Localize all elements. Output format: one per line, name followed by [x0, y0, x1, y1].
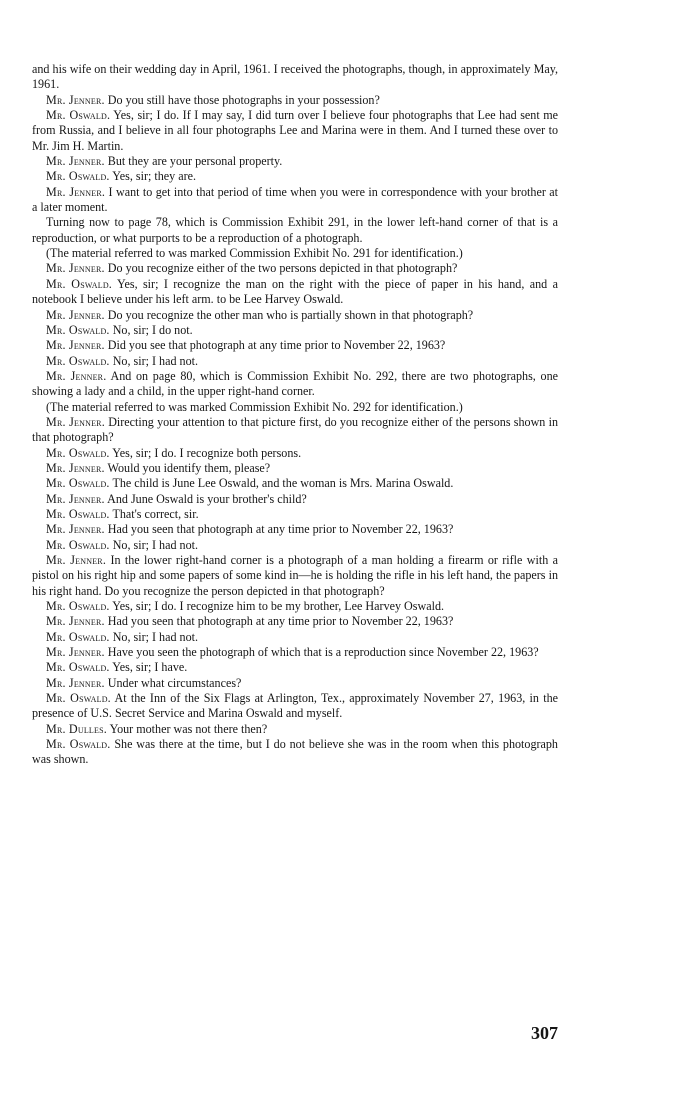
paragraph-text: Yes, sir; I do. I recognize both persons.	[112, 445, 302, 460]
speaker-label: Mr. Jenner.	[46, 338, 105, 353]
speaker-label: Mr. Jenner.	[46, 368, 107, 383]
paragraph-text: And on page 80, which is Commission Exhibit No. 292, there are two photographs, one showing a lady and a child, in the upper right-hand corner.	[32, 368, 558, 399]
paragraph	[32, 737, 558, 768]
speaker-label: Mr. Oswald.	[46, 322, 110, 337]
paragraph-text: No, sir; I had not.	[112, 629, 199, 644]
paragraph	[32, 722, 558, 737]
speaker-label: Mr. Jenner.	[46, 675, 105, 690]
speaker-label: Mr. Jenner.	[46, 614, 105, 629]
paragraph	[32, 400, 558, 415]
paragraph	[32, 446, 558, 461]
speaker-label: Mr. Jenner.	[46, 460, 105, 475]
paragraph-text: No, sir; I do not.	[112, 322, 193, 337]
speaker-label: Mr. Oswald.	[46, 737, 111, 752]
speaker-label: Mr. Jenner.	[46, 522, 105, 537]
paragraph-text: Had you seen that photograph at any time prior to November 22, 1963?	[107, 614, 454, 629]
paragraph	[32, 338, 558, 353]
speaker-label: Mr. Oswald.	[46, 108, 111, 123]
paragraph-text: (The material referred to was marked Commission Exhibit No. 291 for identification.)	[46, 246, 463, 261]
paragraph-text: Do you recognize the other man who is partially shown in that photograph?	[107, 307, 474, 322]
paragraph	[32, 492, 558, 507]
paragraph-text: Yes, sir; I recognize the man on the right with the piece of paper in his hand, and a notebook I believe under his left arm. to be Lee Harvey Oswald.	[32, 276, 558, 307]
paragraph-text: No, sir; I had not.	[112, 537, 199, 552]
paragraph-text: Yes, sir; they are.	[112, 169, 196, 184]
paragraph	[32, 261, 558, 276]
paragraph	[32, 323, 558, 338]
paragraph	[32, 108, 558, 154]
paragraph-text: Yes, sir; I do. If I may say, I did turn over I believe four photographs that Lee had sent me from Russia, and I believe in all four photographs Lee and Marina were in them. And I turned these over to Mr. Jim H. Martin.	[32, 108, 558, 153]
paragraph-text: The child is June Lee Oswald, and the woman is Mrs. Marina Oswald.	[112, 476, 454, 491]
paragraph-text: Yes, sir; I have.	[112, 660, 188, 675]
speaker-label: Mr. Jenner.	[46, 92, 105, 107]
paragraph-text: Did you see that photograph at any time prior to November 22, 1963?	[107, 338, 446, 353]
speaker-label: Mr. Dulles.	[46, 721, 107, 736]
paragraph-text: I want to get into that period of time when you were in correspondence with your brother at a later moment.	[32, 184, 558, 215]
paragraph	[32, 645, 558, 660]
speaker-label: Mr. Oswald.	[46, 660, 110, 675]
speaker-label: Mr. Oswald.	[46, 169, 110, 184]
paragraph	[32, 415, 558, 446]
paragraph	[32, 630, 558, 645]
paragraph	[32, 369, 558, 400]
paragraph	[32, 154, 558, 169]
paragraph	[32, 676, 558, 691]
paragraph-text: Under what circumstances?	[107, 675, 242, 690]
paragraph-text: Directing your attention to that picture first, do you recognize either of the persons shown in that photograph?	[32, 414, 558, 445]
speaker-label: Mr. Oswald.	[46, 445, 110, 460]
paragraph	[32, 461, 558, 476]
paragraph	[32, 246, 558, 261]
paragraph	[32, 169, 558, 184]
speaker-label: Mr. Oswald.	[46, 629, 110, 644]
paragraph-text: Have you seen the photograph of which that is a reproduction since November 22, 1963?	[107, 645, 539, 660]
paragraph-text: No, sir; I had not.	[112, 353, 199, 368]
speaker-label: Mr. Jenner.	[46, 491, 105, 506]
paragraph-text: and his wife on their wedding day in April, 1961. I received the photographs, though, in approximately May, 1961.	[32, 62, 558, 92]
speaker-label: Mr. Jenner.	[46, 184, 106, 199]
paragraph-text: That's correct, sir.	[112, 506, 199, 521]
paragraph	[32, 553, 558, 599]
speaker-label: Mr. Oswald.	[46, 276, 113, 291]
paragraph-text: But they are your personal property.	[107, 154, 283, 169]
speaker-label: Mr. Jenner.	[46, 553, 107, 567]
paragraph-text: Your mother was not there then?	[109, 721, 268, 736]
paragraph	[32, 507, 558, 522]
paragraph-text: (The material referred to was marked Commission Exhibit No. 292 for identification.)	[46, 399, 463, 414]
speaker-label: Mr. Jenner.	[46, 154, 105, 169]
speaker-label: Mr. Oswald.	[46, 476, 110, 491]
paragraph	[32, 538, 558, 553]
transcript-page	[32, 62, 558, 768]
paragraph-text: Do you recognize either of the two persons depicted in that photograph?	[107, 261, 458, 276]
paragraph-text: Do you still have those photographs in your possession?	[107, 92, 380, 107]
paragraph	[32, 354, 558, 369]
speaker-label: Mr. Jenner.	[46, 645, 105, 660]
page-number: 307	[531, 1023, 558, 1043]
paragraph-text: In the lower right-hand corner is a photograph of a man holding a firearm or rifle with a pistol on his right hip and some papers of some kind in—he is holding the rifle in his left hand, the papers in his right hand. Do you recognize the person depicted in that photograph?	[32, 553, 559, 598]
paragraph	[32, 660, 558, 675]
paragraph-text: She was there at the time, but I do not believe she was in the room when this photograph was shown.	[32, 737, 558, 767]
paragraph	[32, 614, 558, 629]
speaker-label: Mr. Oswald.	[46, 599, 110, 614]
paragraph-text: Had you seen that photograph at any time prior to November 22, 1963?	[107, 522, 454, 537]
paragraph-text: And June Oswald is your brother's child?	[107, 491, 307, 506]
paragraph-text: Would you identify them, please?	[107, 460, 271, 475]
paragraph	[32, 62, 558, 93]
speaker-label: Mr. Jenner.	[46, 307, 105, 322]
paragraph-text: Turning now to page 78, which is Commission Exhibit 291, in the lower left-hand corner of that is a reproduction, or what purports to be a reproduction of a photograph.	[32, 215, 558, 245]
speaker-label: Mr. Oswald.	[46, 691, 111, 706]
speaker-label: Mr. Oswald.	[46, 353, 110, 368]
paragraph-text: At the Inn of the Six Flags at Arlington, Tex., approximately November 27, 1963, in the presence of U.S. Secret Service and Marina Oswald and myself.	[32, 691, 559, 721]
speaker-label: Mr. Jenner.	[46, 261, 105, 276]
paragraph	[32, 308, 558, 323]
paragraph	[32, 185, 558, 216]
speaker-label: Mr. Oswald.	[46, 506, 110, 521]
speaker-label: Mr. Oswald.	[46, 537, 110, 552]
paragraph	[32, 476, 558, 491]
paragraph	[32, 522, 558, 537]
speaker-label: Mr. Jenner.	[46, 414, 105, 429]
paragraph-text: Yes, sir; I do. I recognize him to be my brother, Lee Harvey Oswald.	[112, 599, 445, 614]
paragraph	[32, 599, 558, 614]
paragraph	[32, 93, 558, 108]
paragraph	[32, 277, 558, 308]
paragraph	[32, 691, 558, 722]
paragraph	[32, 215, 558, 246]
